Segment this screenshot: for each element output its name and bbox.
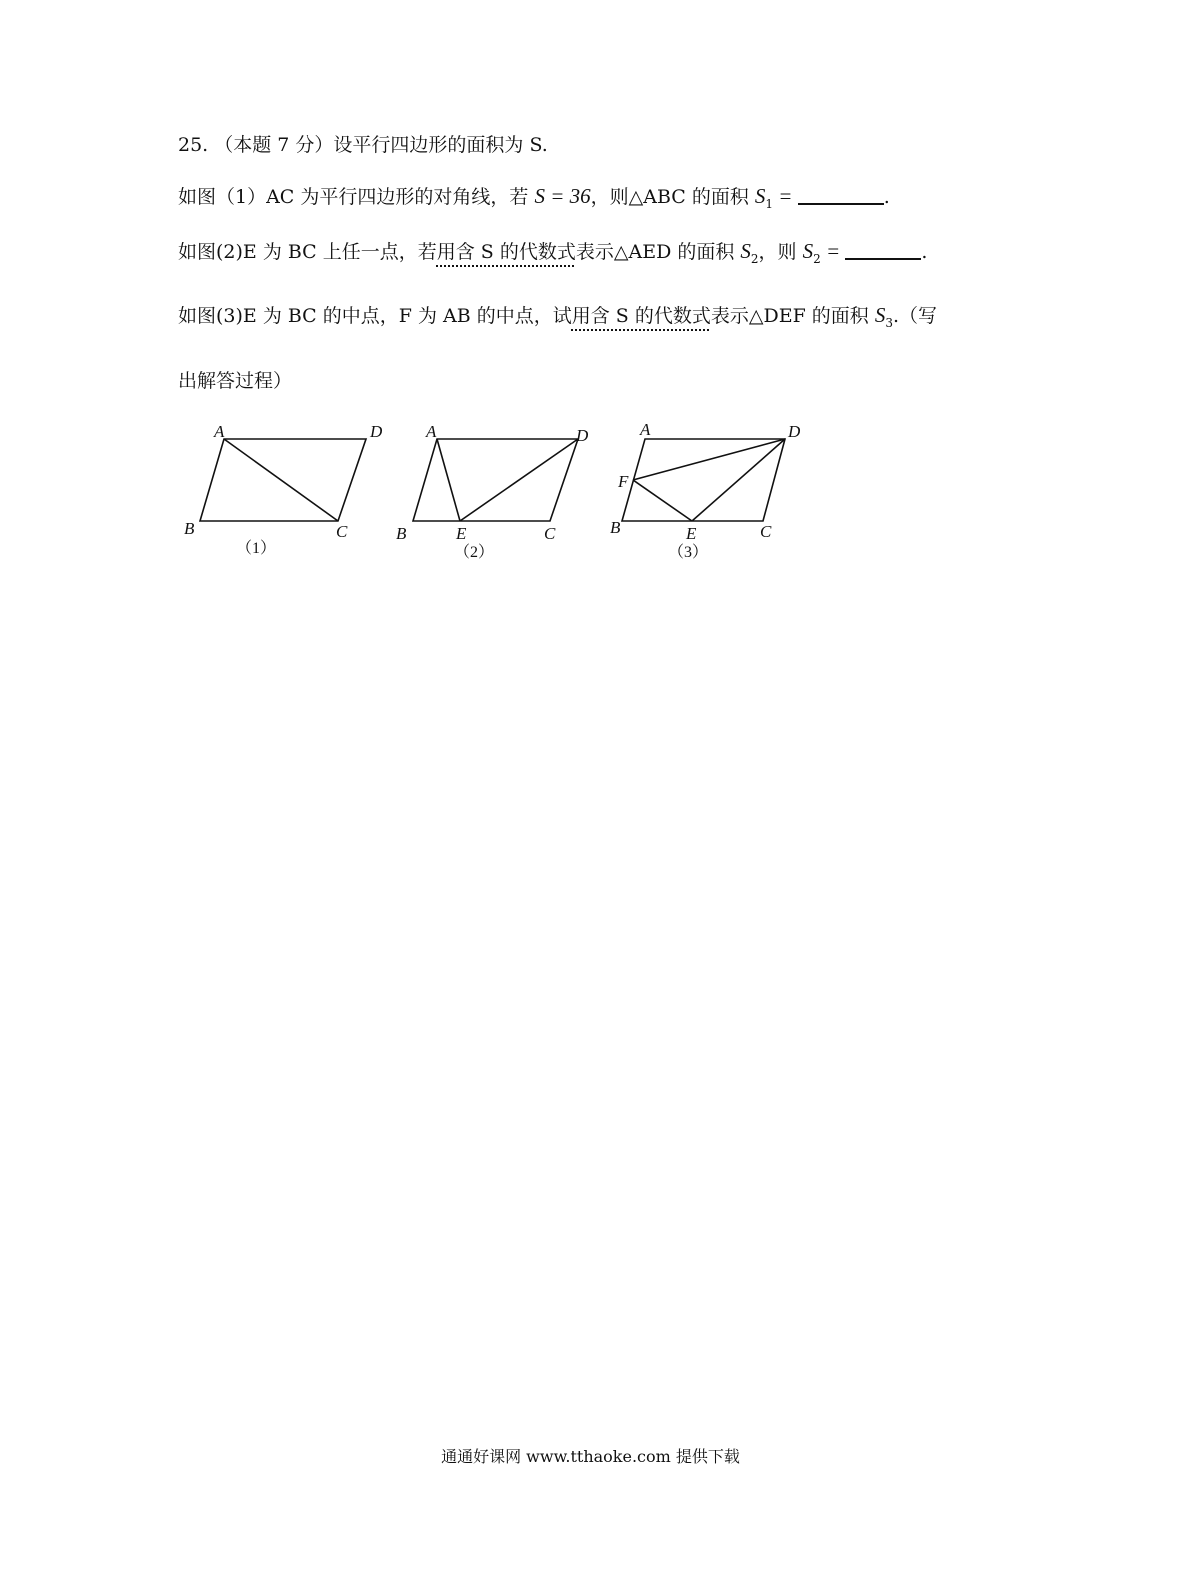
fig2-label-d: D (576, 426, 589, 445)
part-1-prefix: 如图（1）AC 为平行四边形的对角线，若 (178, 186, 535, 208)
figure-3 (622, 439, 785, 521)
math-s-value: = 36 (544, 184, 591, 208)
part-3-mid: 表示△DEF 的面积 (710, 305, 875, 327)
part-1-end: . (883, 186, 890, 208)
fig1-label-a: A (214, 422, 225, 441)
fig2-segment-ae (437, 439, 460, 521)
math-s2-subscript: 2 (750, 252, 759, 266)
page-footer: 通通好课网 www.tthaoke.com 提供下载 (441, 1447, 740, 1466)
fig3-caption: （3） (668, 544, 709, 561)
part-2-end: . (921, 241, 928, 263)
fig1-label-b: B (184, 519, 195, 538)
fig1-label-d: D (370, 422, 383, 441)
math-s3: S (874, 303, 886, 327)
fig1-parallelogram (200, 439, 366, 521)
part-3-text (178, 301, 937, 330)
fig1-label-c: C (336, 522, 348, 541)
question-number: 25. (178, 134, 209, 156)
part-1-mid: ，则△ABC 的面积 (590, 186, 755, 208)
figure-1 (200, 439, 366, 521)
math-s: S (534, 184, 545, 208)
fig2-parallelogram (413, 439, 578, 521)
part-3-prefix: 如图(3)E 为 BC 的中点，F 为 AB 的中点，试 (178, 305, 572, 327)
fig2-label-b: B (396, 524, 407, 543)
math-s2-answer: S (802, 239, 814, 263)
math-equals-2: = (820, 239, 846, 263)
fig3-label-a: A (640, 420, 651, 439)
fig1-diagonal-ac (224, 439, 338, 521)
part-2-text (178, 237, 927, 266)
fig2-label-c: C (544, 524, 556, 543)
fig1-caption: （1） (236, 540, 277, 557)
answer-blank-2[interactable] (845, 242, 921, 260)
fig3-label-d: D (788, 422, 801, 441)
answer-blank-1[interactable] (798, 187, 884, 205)
part-2-prefix: 如图(2)E 为 BC 上任一点，若 (178, 241, 437, 263)
part-3-continuation: 出解答过程） (178, 370, 293, 392)
fig3-label-b: B (610, 518, 621, 537)
fig2-label-e: E (456, 524, 467, 543)
figures-diagram (180, 415, 820, 575)
fig3-label-c: C (760, 522, 772, 541)
fig3-label-f: F (618, 472, 629, 491)
part-2-mid: 表示△AED 的面积 (575, 241, 741, 263)
fig2-segment-ed (460, 439, 578, 521)
part-3-end: .（写 (892, 305, 938, 327)
part-2-emphasis: 用含 S 的代数式 (436, 241, 576, 263)
part-3-emphasis: 用含 S 的代数式 (571, 305, 711, 327)
figure-2 (413, 439, 578, 521)
math-equals: = (773, 184, 798, 208)
part-1-text (178, 182, 890, 211)
math-s1: S (754, 184, 766, 208)
fig3-segment-fe (633, 480, 692, 521)
math-s2: S (740, 239, 751, 263)
fig3-parallelogram (622, 439, 785, 521)
fig2-label-a: A (426, 422, 437, 441)
question-header (178, 130, 548, 157)
question-header-text: （本题 7 分）设平行四边形的面积为 S. (214, 134, 548, 156)
fig3-label-e: E (686, 524, 697, 543)
math-s2-answer-subscript: 2 (813, 252, 821, 266)
math-s1-subscript: 1 (765, 197, 774, 211)
math-s3-subscript: 3 (885, 316, 893, 330)
part-2-then: ，则 (758, 241, 803, 263)
fig2-caption: （2） (454, 544, 495, 561)
